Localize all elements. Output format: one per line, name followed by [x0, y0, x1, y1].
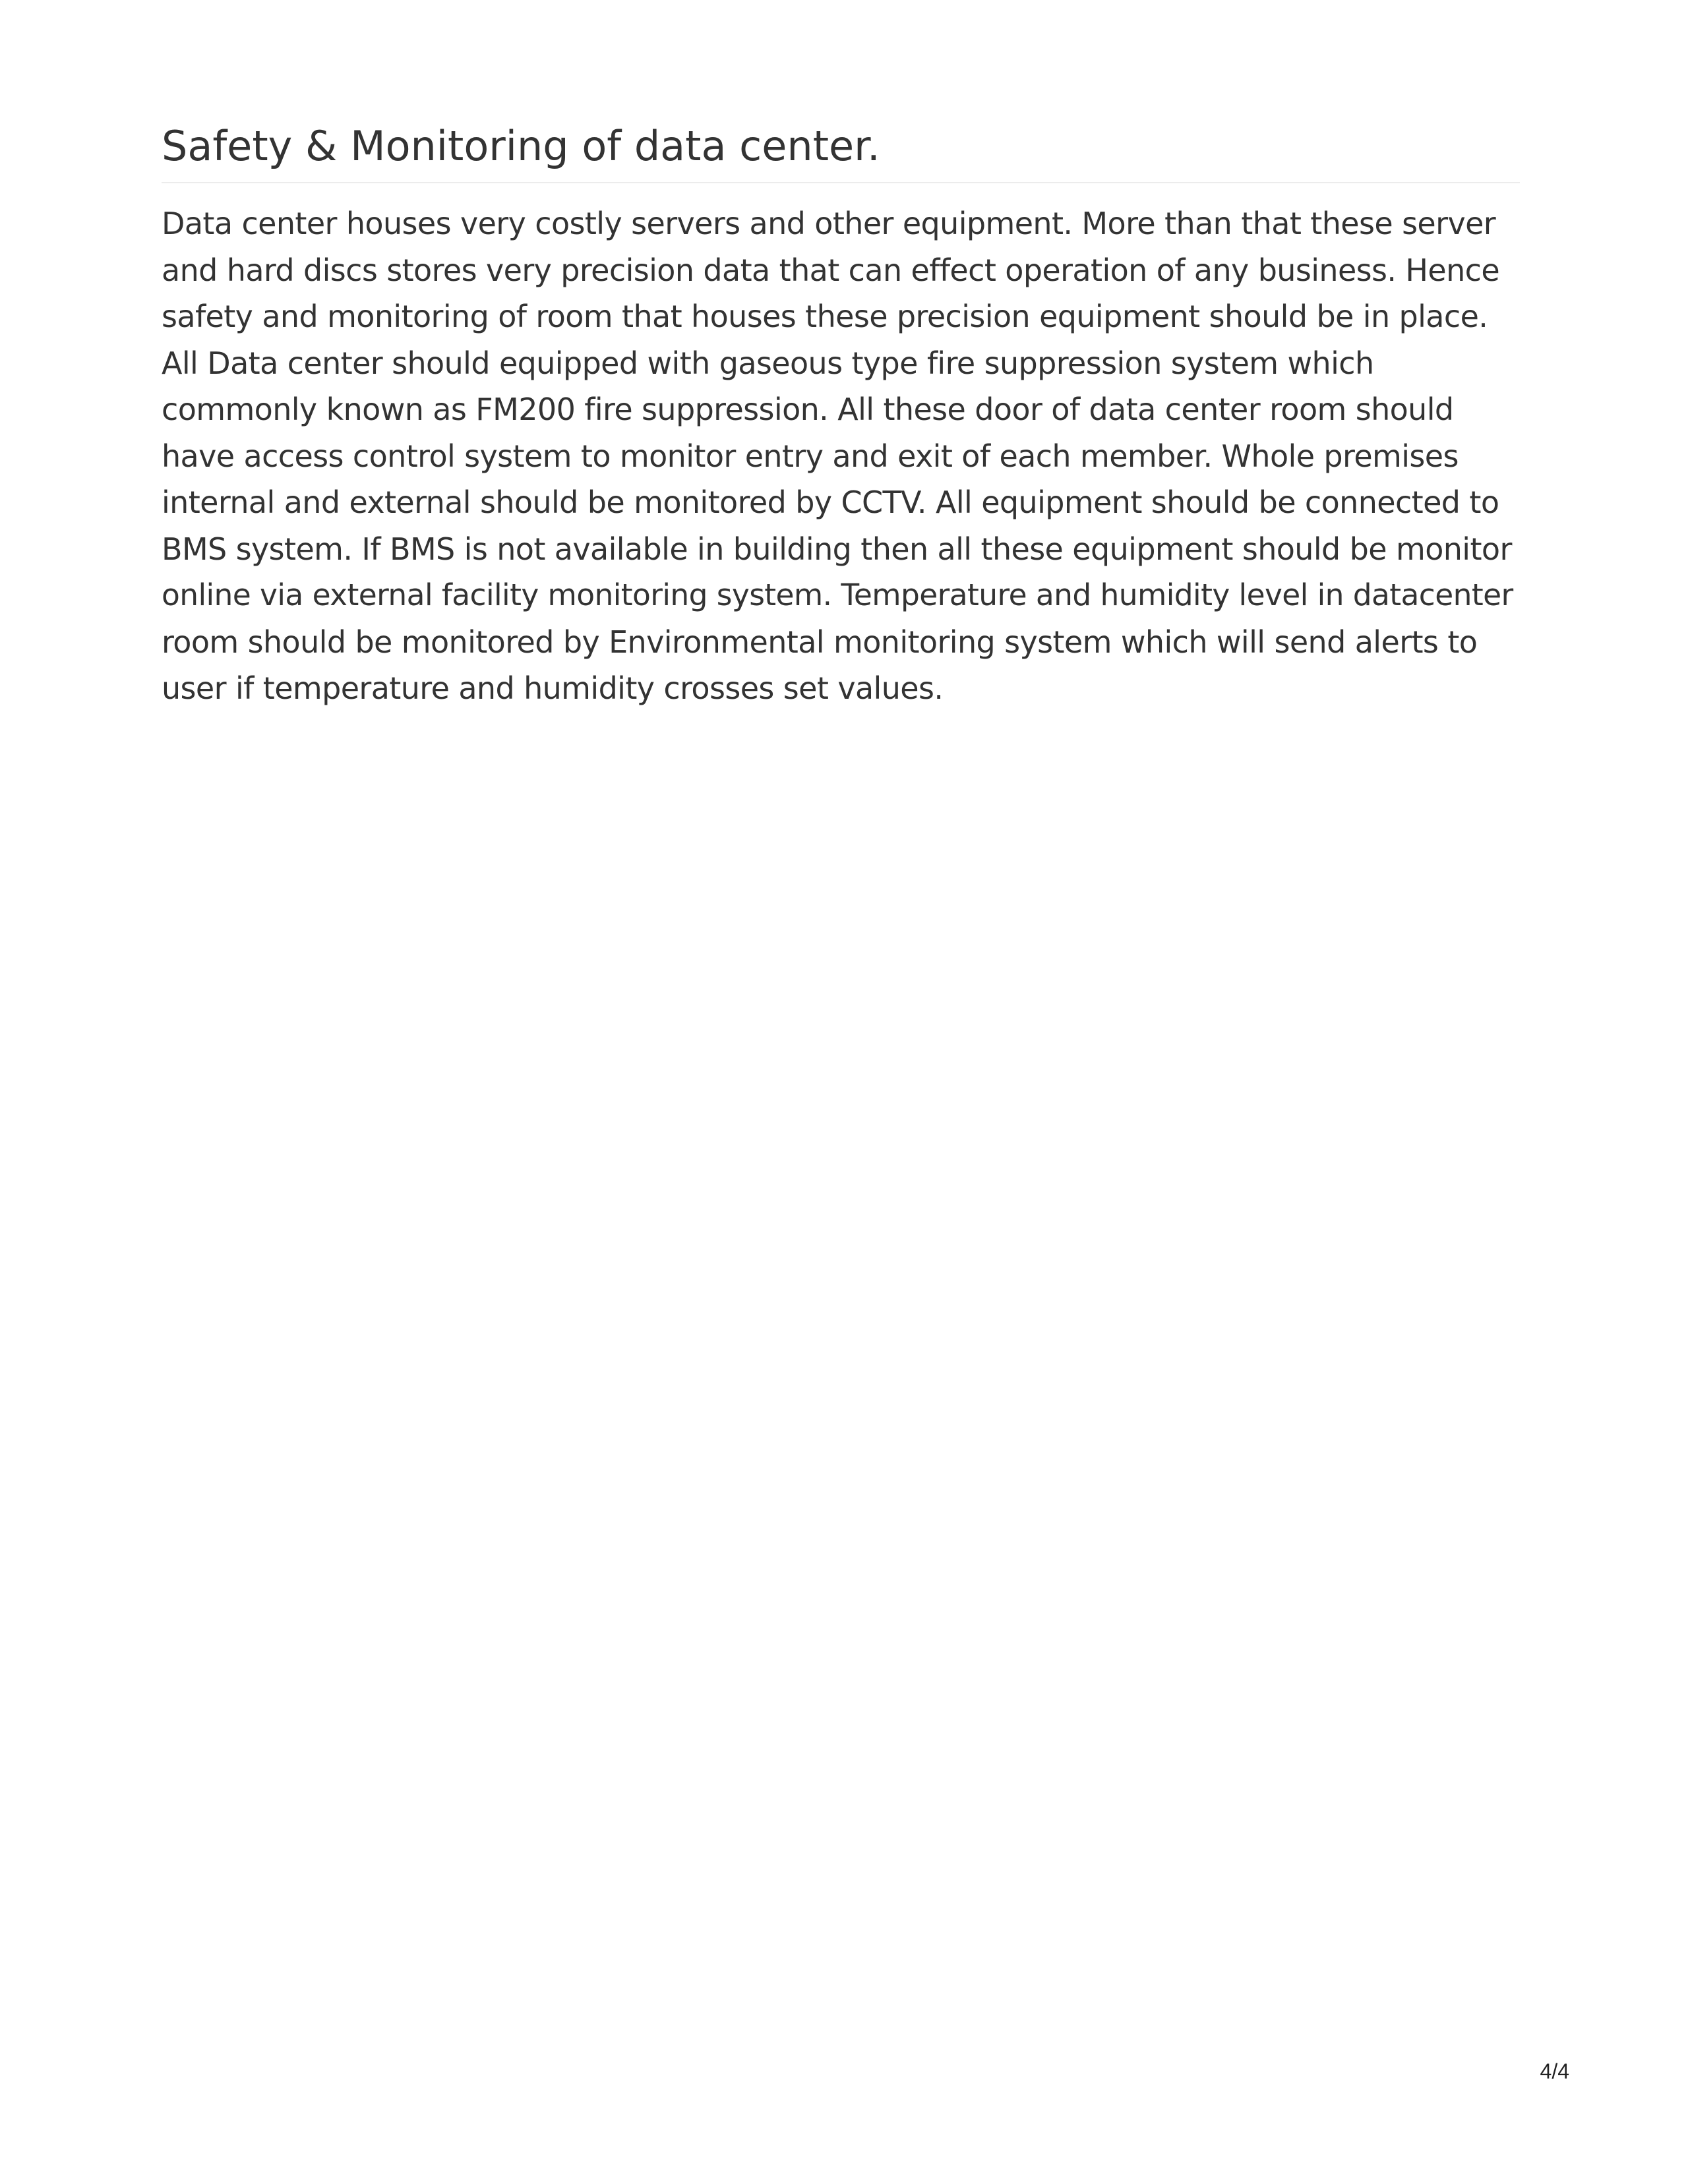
body-line: commonly known as FM200 fire suppression. All these door of data center room should [162, 392, 1454, 427]
page-number: 4/4 [1540, 2059, 1569, 2083]
body-line: Data center houses very costly servers and other equipment. More than that these server [162, 206, 1496, 241]
article-section [162, 119, 1520, 712]
body-line: internal and external should be monitored by CCTV. All equipment should be connected to [162, 485, 1499, 520]
body-line: All Data center should equipped with gaseous type fire suppression system which [162, 345, 1374, 381]
body-line: safety and monitoring of room that houses these precision equipment should be in place. [162, 299, 1488, 334]
body-line: BMS system. If BMS is not available in building then all these equipment should be monitor [162, 531, 1512, 567]
body-line: online via external facility monitoring system. Temperature and humidity level in datacenter [162, 577, 1513, 612]
body-line: user if temperature and humidity crosses set values. [162, 670, 944, 706]
section-body [162, 200, 1520, 712]
section-title: Safety & Monitoring of data center. [162, 119, 1520, 183]
body-line: room should be monitored by Environmental monitoring system which will send alerts to [162, 624, 1478, 660]
body-line: and hard discs stores very precision data that can effect operation of any business. Hence [162, 252, 1500, 288]
body-line: have access control system to monitor entry and exit of each member. Whole premises [162, 438, 1459, 474]
